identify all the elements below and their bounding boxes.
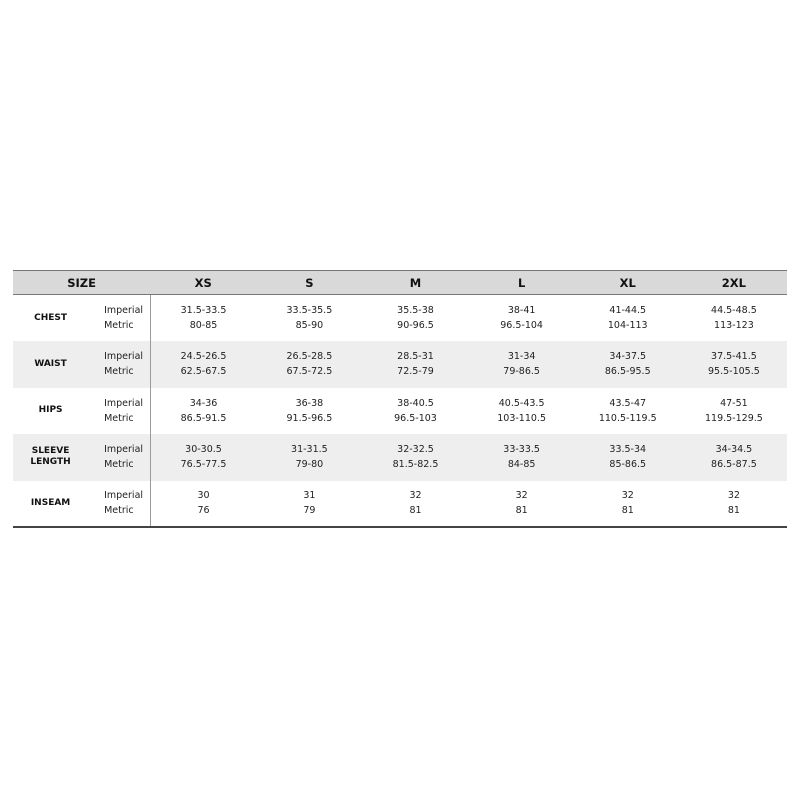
- size-chart-header: [13, 271, 787, 295]
- size-cell: [256, 481, 362, 528]
- size-cell: [469, 341, 575, 388]
- metric-value: 95.5-105.5: [708, 366, 760, 378]
- metric-value: 85-90: [295, 320, 324, 331]
- unit-labels: [88, 341, 150, 388]
- metric-value: 104-113: [607, 320, 648, 331]
- imperial-value: 34-34.5: [715, 444, 753, 456]
- size-cell: [150, 434, 256, 481]
- imperial-value: 31: [303, 490, 316, 502]
- size-cell: [256, 295, 362, 342]
- imperial-value: 32: [409, 490, 422, 502]
- size-cell: [575, 388, 681, 435]
- unit-label-imperial: Imperial: [104, 490, 144, 502]
- size-cell: [575, 341, 681, 388]
- metric-value: 76: [197, 505, 210, 517]
- size-header-xs: XS: [150, 271, 256, 295]
- size-cell: [362, 295, 468, 342]
- imperial-value: 47-51: [720, 397, 748, 409]
- size-cell: [575, 481, 681, 528]
- header-row: [13, 271, 787, 295]
- metric-value: 86.5-87.5: [711, 459, 757, 471]
- imperial-value: 33.5-34: [609, 444, 647, 456]
- size-cell: [469, 434, 575, 481]
- unit-label-metric: Metric: [104, 366, 134, 378]
- imperial-value: 26.5-28.5: [286, 351, 333, 363]
- imperial-value: 31-31.5: [291, 444, 328, 456]
- unit-label-imperial: Imperial: [104, 305, 144, 316]
- size-cell: [681, 388, 787, 435]
- imperial-value: 32: [515, 490, 528, 502]
- imperial-value: 32: [621, 490, 634, 502]
- metric-value: 103-110.5: [497, 412, 546, 424]
- unit-label-metric: Metric: [104, 505, 134, 517]
- unit-labels: [88, 388, 150, 435]
- unit-labels: [88, 481, 150, 528]
- unit-label-metric: Metric: [104, 412, 134, 424]
- imperial-value: 41-44.5: [609, 305, 647, 316]
- measurement-label-line: SLEEVE: [31, 446, 70, 457]
- metric-value: 96.5-104: [500, 320, 543, 331]
- size-header-l: L: [469, 271, 575, 295]
- measurement-label-waist: WAIST: [34, 358, 67, 369]
- size-chart-table: [13, 270, 787, 528]
- unit-label-imperial: Imperial: [104, 397, 144, 409]
- metric-value: 81: [621, 505, 634, 517]
- measurement-label-inseam: INSEAM: [30, 497, 71, 508]
- imperial-value: 24.5-26.5: [180, 351, 227, 363]
- imperial-value: 36-38: [295, 397, 324, 409]
- size-cell: [575, 434, 681, 481]
- imperial-value: 44.5-48.5: [711, 305, 757, 316]
- size-cell: [469, 481, 575, 528]
- measurement-row-hips: [13, 388, 787, 435]
- metric-value: 79: [303, 505, 316, 517]
- size-cell: [362, 388, 468, 435]
- unit-labels: [88, 295, 150, 342]
- metric-value: 72.5-79: [397, 366, 434, 378]
- size-header-xl: XL: [575, 271, 681, 295]
- size-cell: [362, 434, 468, 481]
- size-cell: [469, 388, 575, 435]
- metric-value: 91.5-96.5: [286, 412, 333, 424]
- measurement-label-sleeve-length: [13, 434, 88, 481]
- imperial-value: 31-34: [507, 351, 536, 363]
- imperial-value: 33.5-35.5: [286, 305, 333, 316]
- size-header-m: M: [362, 271, 468, 295]
- size-cell: [469, 295, 575, 342]
- size-cell: [150, 481, 256, 528]
- imperial-value: 33-33.5: [503, 444, 540, 456]
- imperial-value: 31.5-33.5: [180, 305, 227, 316]
- measurement-row-waist: [13, 341, 787, 388]
- size-column-header: SIZE: [13, 271, 150, 295]
- imperial-value: 30: [197, 490, 210, 502]
- imperial-value: 40.5-43.5: [498, 397, 545, 409]
- metric-value: 86.5-95.5: [604, 366, 651, 378]
- size-cell: [256, 388, 362, 435]
- unit-label-imperial: Imperial: [104, 351, 144, 363]
- imperial-value: 30-30.5: [185, 444, 222, 456]
- metric-value: 86.5-91.5: [180, 412, 227, 424]
- metric-value: 80-85: [189, 320, 218, 331]
- size-cell: [256, 434, 362, 481]
- metric-value: 119.5-129.5: [704, 412, 763, 424]
- metric-value: 110.5-119.5: [598, 412, 657, 424]
- measurement-row-chest: [13, 295, 787, 342]
- imperial-value: 37.5-41.5: [711, 351, 757, 363]
- measurement-label-chest: CHEST: [34, 312, 67, 323]
- imperial-value: 38-40.5: [397, 397, 434, 409]
- metric-value: 81: [515, 505, 528, 517]
- imperial-value: 34-36: [189, 397, 218, 409]
- size-header-2xl: 2XL: [681, 271, 787, 295]
- metric-value: 81.5-82.5: [392, 459, 439, 471]
- imperial-value: 34-37.5: [609, 351, 647, 363]
- size-cell: [362, 481, 468, 528]
- metric-value: 76.5-77.5: [180, 459, 227, 471]
- unit-label-imperial: Imperial: [104, 444, 144, 456]
- metric-value: 96.5-103: [394, 412, 437, 424]
- size-cell: [681, 295, 787, 342]
- metric-value: 84-85: [507, 459, 536, 471]
- imperial-value: 35.5-38: [397, 305, 434, 316]
- metric-value: 90-96.5: [397, 320, 434, 331]
- metric-value: 81: [727, 505, 740, 517]
- size-cell: [150, 388, 256, 435]
- measurement-label-hips: HIPS: [38, 405, 63, 416]
- imperial-value: 32: [727, 490, 740, 502]
- imperial-value: 28.5-31: [397, 351, 434, 363]
- metric-value: 81: [409, 505, 422, 517]
- metric-value: 113-123: [714, 320, 754, 331]
- size-cell: [150, 295, 256, 342]
- metric-value: 79-80: [295, 459, 324, 471]
- size-cell: [362, 341, 468, 388]
- unit-labels: [88, 434, 150, 481]
- imperial-value: 38-41: [507, 305, 536, 316]
- size-chart-body: [13, 295, 787, 528]
- size-cell: [681, 434, 787, 481]
- unit-label-metric: Metric: [104, 459, 134, 471]
- size-cell: [681, 341, 787, 388]
- size-cell: [256, 341, 362, 388]
- measurement-row-sleeve-length: [13, 434, 787, 481]
- metric-value: 85-86.5: [609, 459, 647, 471]
- size-header-s: S: [256, 271, 362, 295]
- size-cell: [681, 481, 787, 528]
- metric-value: 67.5-72.5: [286, 366, 333, 378]
- imperial-value: 32-32.5: [397, 444, 434, 456]
- metric-value: 79-86.5: [503, 366, 540, 378]
- size-cell: [575, 295, 681, 342]
- size-cell: [150, 341, 256, 388]
- measurement-row-inseam: [13, 481, 787, 528]
- metric-value: 62.5-67.5: [180, 366, 227, 378]
- measurement-label-line: LENGTH: [30, 457, 71, 468]
- imperial-value: 43.5-47: [609, 397, 647, 409]
- unit-label-metric: Metric: [104, 320, 134, 331]
